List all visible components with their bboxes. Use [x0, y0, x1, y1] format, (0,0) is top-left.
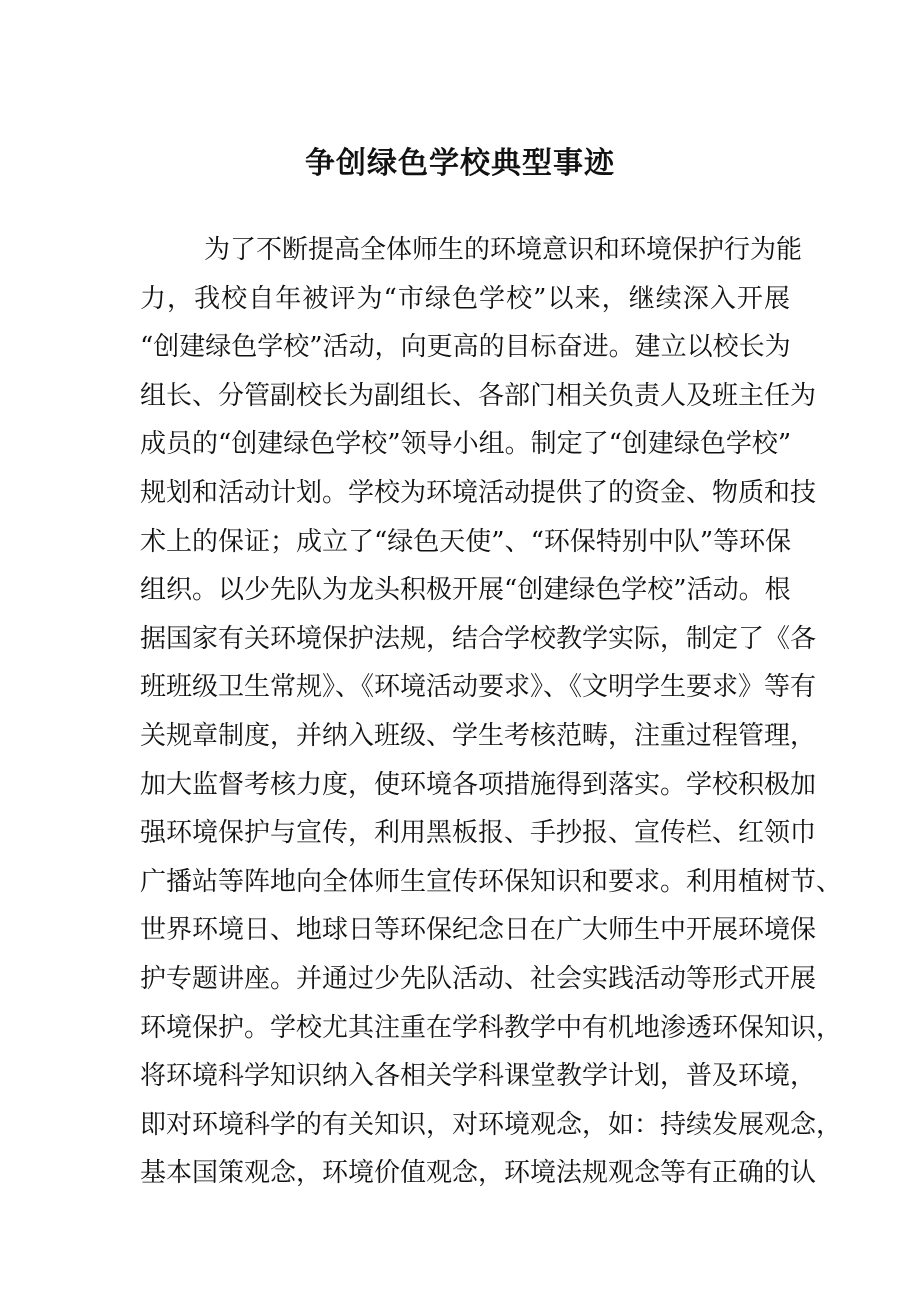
body-line: 成员的“创建绿色学校”领导小组。制定了“创建绿色学校”	[140, 429, 792, 460]
body-line: 护专题讲座。并通过少先队活动、社会实践活动等形式开展	[140, 963, 817, 994]
body-line: 力，我校自年被评为“市绿色学校”以来，继续深入开展	[140, 283, 790, 314]
body-line: 据国家有关环境保护法规，结合学校教学实际，制定了《各	[140, 623, 817, 654]
body-line: 基本国策观念，环境价值观念，环境法规观念等有正确的认	[140, 1158, 817, 1189]
body-line: 为了不断提高全体师生的环境意识和环境保护行为能	[204, 235, 803, 265]
body-line: 术上的保证；成立了“绿色天使”、“环保特别中队”等环保	[140, 526, 792, 557]
body-line: 规划和活动计划。学校为环境活动提供了的资金、物质和技	[140, 477, 817, 508]
body-line: 即对环境科学的有关知识，对环境观念，如：持续发展观念，	[140, 1109, 843, 1140]
body-line: 广播站等阵地向全体师生宣传环保知识和要求。利用植树节、	[140, 866, 843, 897]
body-line: 班班级卫生常规》、《环境活动要求》、《文明学生要求》等有	[140, 672, 817, 703]
body-line: “创建绿色学校”活动，向更高的目标奋进。建立以校长为	[140, 332, 791, 363]
body-line: 强环境保护与宣传，利用黑板报、手抄报、宣传栏、红领巾	[140, 818, 817, 849]
document-title: 争创绿色学校典型事迹	[305, 146, 615, 181]
document-body	[140, 226, 843, 1198]
body-line: 加大监督考核力度，使环境各项措施得到落实。学校积极加	[140, 769, 817, 800]
body-line: 将环境科学知识纳入各相关学科课堂教学计划，普及环境，	[140, 1061, 817, 1092]
body-line: 组织。以少先队为龙头积极开展“创建绿色学校”活动。根	[140, 575, 791, 606]
body-line: 环境保护。学校尤其注重在学科教学中有机地渗透环保知识，	[140, 1012, 843, 1043]
body-line: 世界环境日、地球日等环保纪念日在广大师生中开展环境保	[140, 915, 817, 946]
body-line: 组长、分管副校长为副组长、各部门相关负责人及班主任为	[140, 380, 817, 411]
body-line: 关规章制度，并纳入班级、学生考核范畴，注重过程管理，	[140, 720, 817, 751]
